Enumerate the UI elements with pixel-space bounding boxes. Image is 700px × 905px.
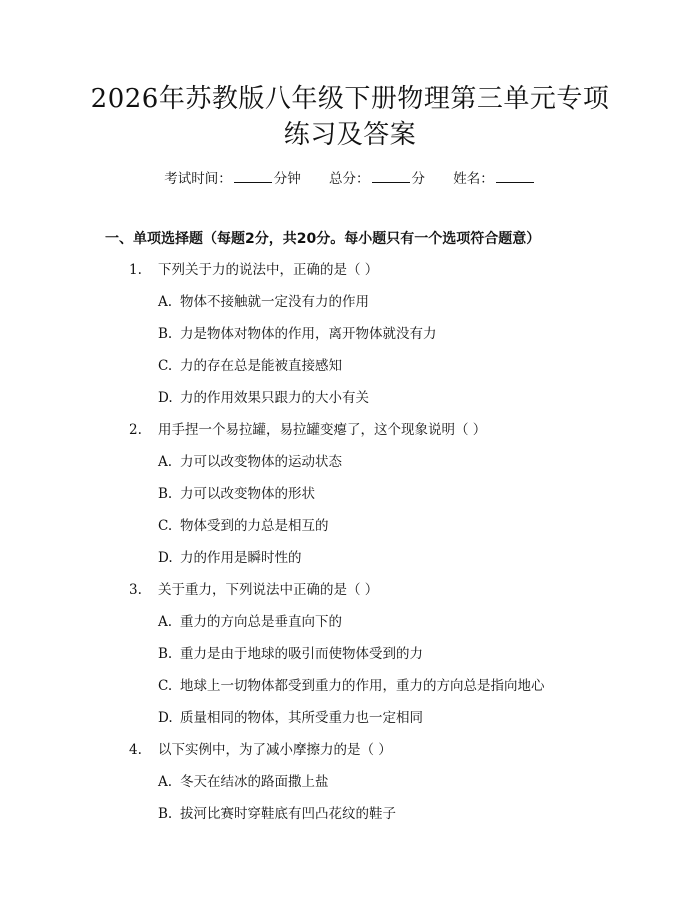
option-text: 力的存在总是能被直接感知 [180,358,342,374]
option-letter: A. [158,294,173,310]
option-letter: D. [158,550,173,566]
option-text: 冬天在结冰的路面撒上盐 [180,774,329,790]
question-number: 1. [129,262,142,278]
option-text: 力可以改变物体的形状 [180,486,315,502]
question-text: 以下实例中，为了减小摩擦力的是（ ） [158,742,392,758]
option-letter: A. [158,774,173,790]
question-number: 4. [129,742,142,758]
option-letter: C. [158,358,173,374]
option-letter: C. [158,678,173,694]
exam-meta-line [0,168,700,189]
question-text: 下列关于力的说法中，正确的是（ ） [158,262,379,278]
option-text: 拔河比赛时穿鞋底有凹凸花纹的鞋子 [180,806,396,822]
question-number: 2. [129,422,142,438]
option-text: 物体不接触就一定没有力的作用 [180,294,369,310]
student-name-label: 姓名： [453,171,494,187]
option-letter: B. [158,646,173,662]
question-number: 3. [129,582,142,598]
option-text: 重力是由于地球的吸引而使物体受到的力 [180,646,423,662]
total-score-blank [372,168,410,183]
option-text: 物体受到的力总是相互的 [180,518,329,534]
option-letter: A. [158,614,173,630]
option-text: 质量相同的物体，其所受重力也一定相同 [180,710,423,726]
total-score-field [329,168,425,189]
option-text: 地球上一切物体都受到重力的作用，重力的方向总是指向地心 [180,678,545,694]
option-letter: B. [158,806,173,822]
question-text: 用手捏一个易拉罐，易拉罐变瘪了，这个现象说明（ ） [158,422,487,438]
option-text: 力的作用效果只跟力的大小有关 [180,390,369,406]
page-title-line-2: 练习及答案 [283,120,417,150]
option-text: 力的作用是瞬时性的 [180,550,302,566]
option-text: 重力的方向总是垂直向下的 [180,614,342,630]
student-name-field [453,168,536,189]
total-score-unit: 分 [411,171,425,187]
option-letter: C. [158,518,173,534]
option-letter: B. [158,486,173,502]
option-text: 力可以改变物体的运动状态 [180,454,342,470]
option-letter: A. [158,454,173,470]
page-title-line-1: 2026年苏教版八年级下册物理第三单元专项 [90,84,610,114]
option-text: 力是物体对物体的作用，离开物体就没有力 [180,326,437,342]
section-heading-single-choice: 一、单项选择题（每题2分，共20分。每小题只有一个选项符合题意） [105,231,541,247]
option-letter: B. [158,326,173,342]
exam-time-field [164,168,301,189]
option-letter: D. [158,390,173,406]
exam-time-label: 考试时间： [164,171,232,187]
exam-time-unit: 分钟 [273,171,301,187]
question-text: 关于重力，下列说法中正确的是（ ） [158,582,379,598]
total-score-label: 总分： [329,171,370,187]
student-name-blank [496,168,534,183]
option-letter: D. [158,710,173,726]
exam-time-blank [234,168,272,183]
